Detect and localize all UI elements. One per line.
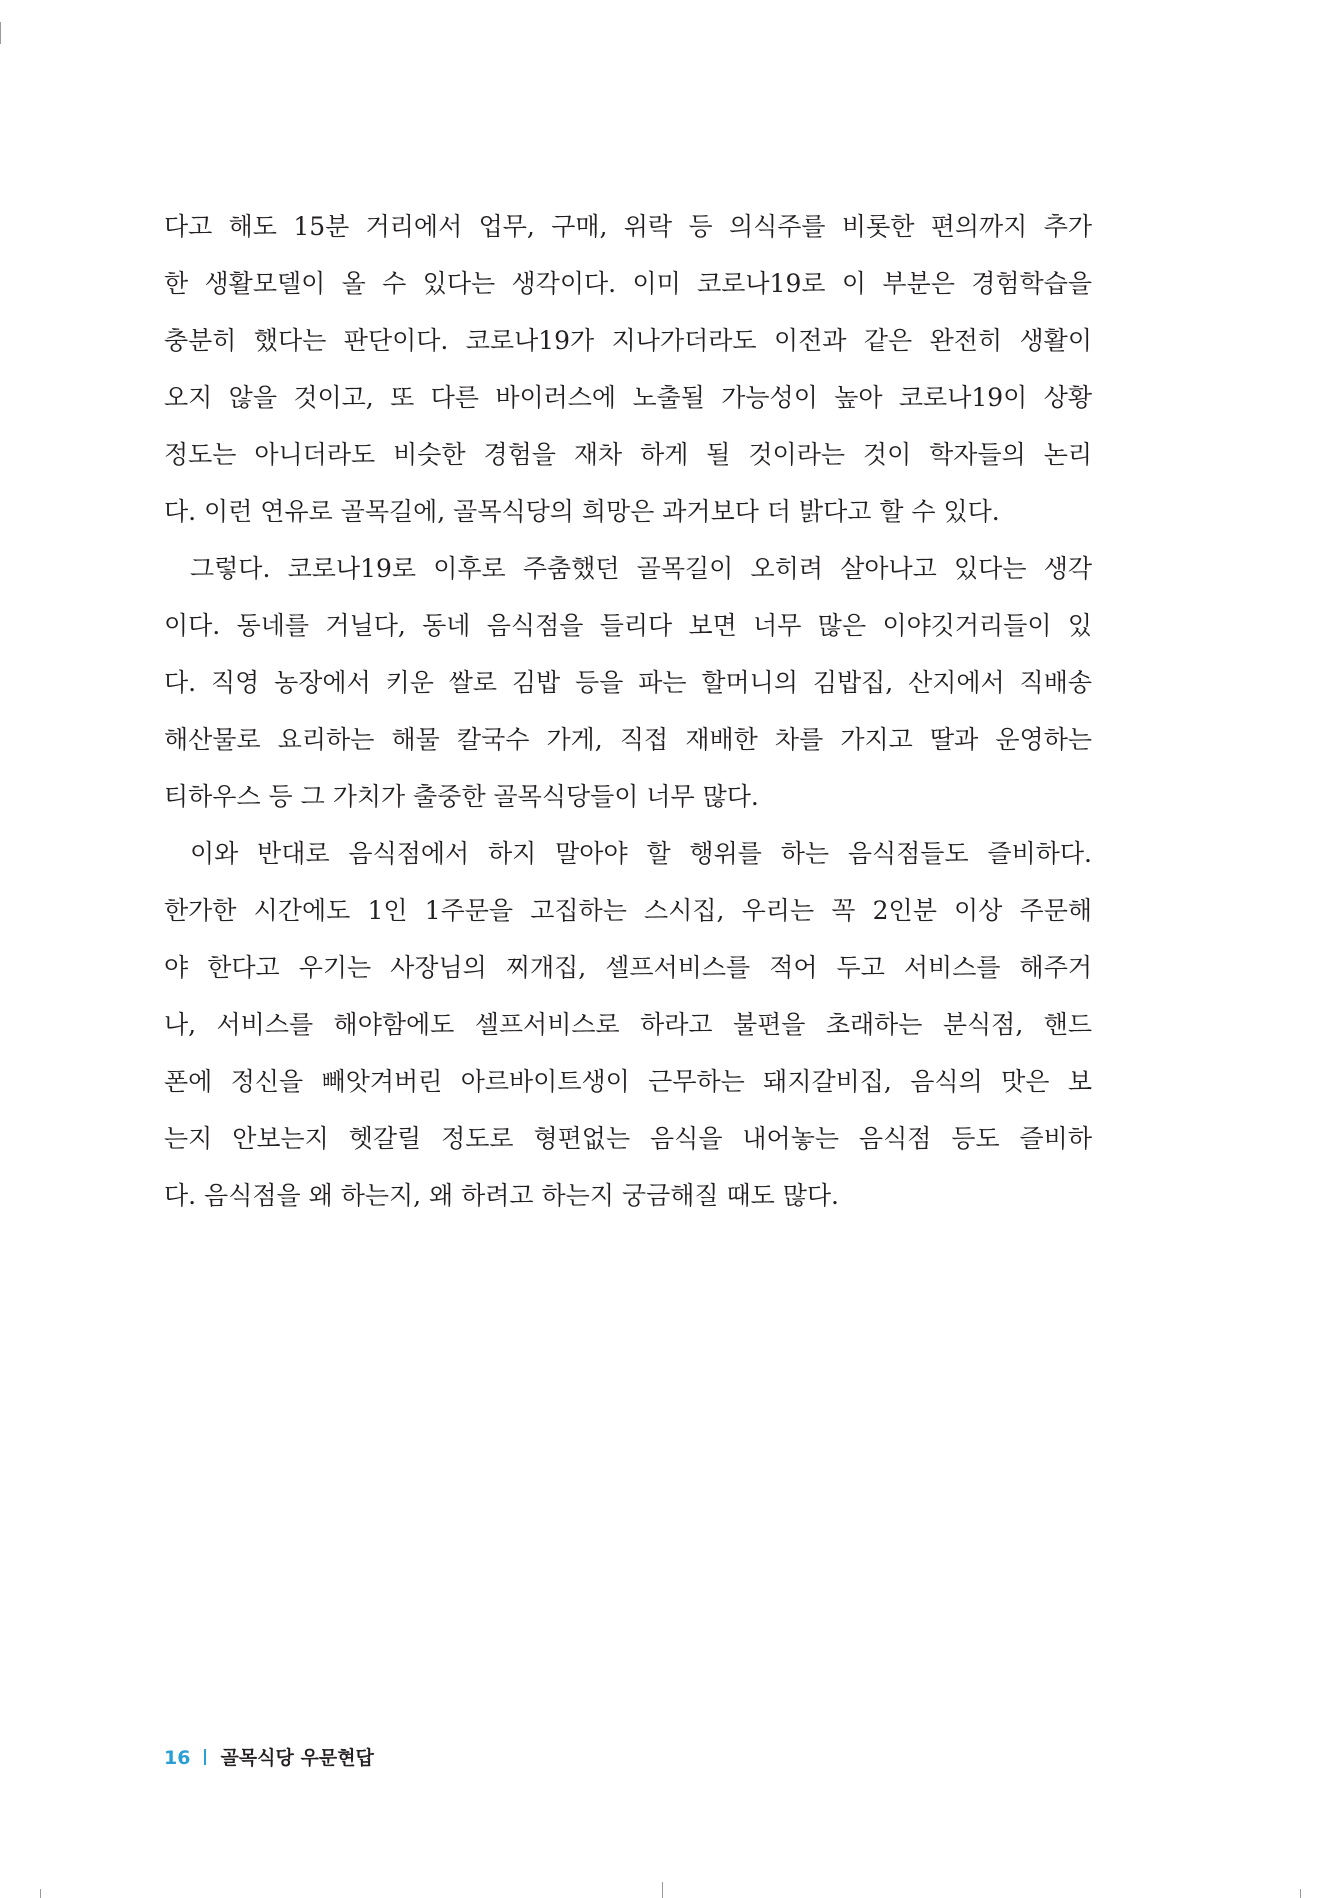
text-line: 한가한 시간에도 1인 1주문을 고집하는 스시집, 우리는 꼭 2인분 이상 주문해 bbox=[164, 896, 1092, 925]
paragraph-2 bbox=[164, 540, 1092, 825]
text-line: 그렇다. 코로나19로 이후로 주춤했던 골목길이 오히려 살아나고 있다는 생각 bbox=[190, 554, 1092, 583]
text-line: 야 한다고 우기는 사장님의 찌개집, 셀프서비스를 적어 두고 서비스를 해주거 bbox=[164, 953, 1092, 982]
footer-divider bbox=[204, 1749, 206, 1765]
crop-mark bbox=[1300, 1889, 1301, 1898]
text-line: 폰에 정신을 빼앗겨버린 아르바이트생이 근무하는 돼지갈비집, 음식의 맛은 보 bbox=[164, 1067, 1092, 1096]
paragraph-1 bbox=[164, 198, 1092, 540]
text-line: 티하우스 등 그 가치가 출중한 골목식당들이 너무 많다. bbox=[164, 782, 759, 811]
crop-mark bbox=[0, 22, 1, 44]
text-line: 충분히 했다는 판단이다. 코로나19가 지나가더라도 이전과 같은 완전히 생활이 bbox=[164, 326, 1092, 355]
page-footer bbox=[164, 1743, 374, 1773]
paragraph-3 bbox=[164, 825, 1092, 1224]
text-line: 정도는 아니더라도 비슷한 경험을 재차 하게 될 것이라는 것이 학자들의 논리 bbox=[164, 440, 1092, 469]
book-title: 골목식당 우문현답 bbox=[220, 1747, 374, 1769]
text-line: 다. 직영 농장에서 키운 쌀로 김밥 등을 파는 할머니의 김밥집, 산지에서 직배송 bbox=[164, 668, 1092, 697]
crop-mark bbox=[662, 1882, 663, 1898]
text-line: 오지 않을 것이고, 또 다른 바이러스에 노출될 가능성이 높아 코로나19이 상황 bbox=[164, 383, 1092, 412]
text-line: 다. 음식점을 왜 하는지, 왜 하려고 하는지 궁금해질 때도 많다. bbox=[164, 1181, 839, 1210]
text-line: 다. 이런 연유로 골목길에, 골목식당의 희망은 과거보다 더 밝다고 할 수 있다. bbox=[164, 497, 1000, 526]
text-line: 는지 안보는지 헷갈릴 정도로 형편없는 음식을 내어놓는 음식점 등도 즐비하 bbox=[164, 1124, 1092, 1153]
text-line: 이다. 동네를 거닐다, 동네 음식점을 들리다 보면 너무 많은 이야깃거리들이 있 bbox=[164, 611, 1092, 640]
page-number: 16 bbox=[164, 1747, 191, 1769]
text-line: 다고 해도 15분 거리에서 업무, 구매, 위락 등 의식주를 비롯한 편의까지 추가 bbox=[164, 212, 1092, 241]
body-text bbox=[164, 198, 1092, 1224]
text-line: 해산물로 요리하는 해물 칼국수 가게, 직접 재배한 차를 가지고 딸과 운영하는 bbox=[164, 725, 1092, 754]
text-line: 나, 서비스를 해야함에도 셀프서비스로 하라고 불편을 초래하는 분식점, 핸드 bbox=[164, 1010, 1092, 1039]
crop-mark bbox=[40, 1889, 41, 1898]
text-line: 이와 반대로 음식점에서 하지 말아야 할 행위를 하는 음식점들도 즐비하다. bbox=[190, 839, 1092, 868]
text-line: 한 생활모델이 올 수 있다는 생각이다. 이미 코로나19로 이 부분은 경험학습을 bbox=[164, 269, 1092, 298]
